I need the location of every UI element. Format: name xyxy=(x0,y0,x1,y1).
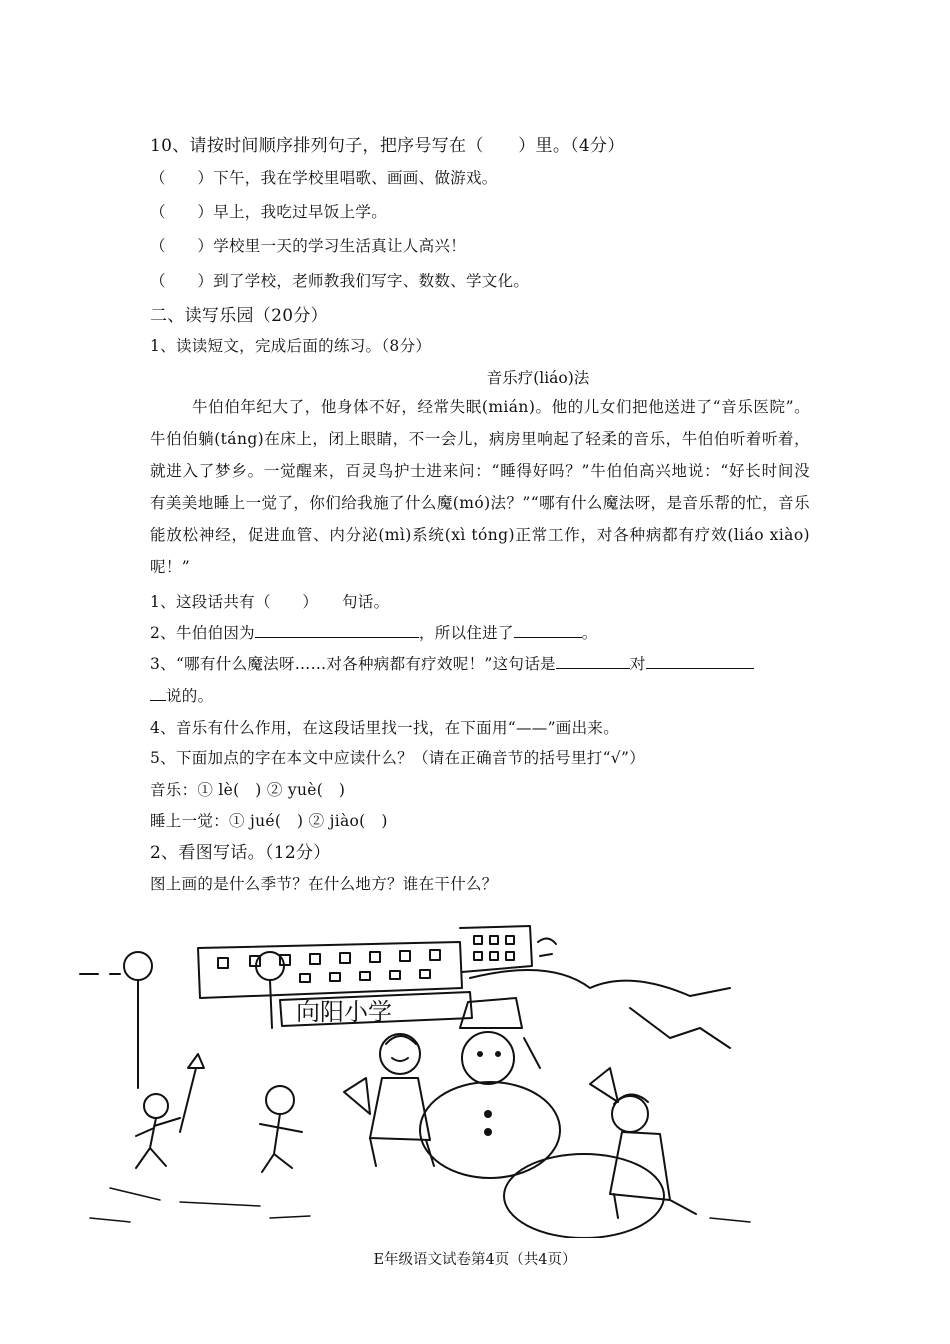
picture-writing-prompt: 图上画的是什么季节？在什么地方？谁在干什么？ xyxy=(150,875,498,893)
winter-scene-illustration xyxy=(70,918,830,1238)
school-sign-text: 向阳小学 xyxy=(296,998,392,1026)
question-3-part-a: 3、“哪有什么魔法呀……对各种病都有疗效呢！”这句话是 xyxy=(150,655,556,673)
snowman-head xyxy=(462,1032,514,1084)
child-left xyxy=(144,1094,168,1118)
question-3-part-c: 说的。 xyxy=(166,687,214,705)
question-2-part-c: 。 xyxy=(581,624,598,642)
answer-blank[interactable] xyxy=(150,686,166,701)
q10-title: 10、请按时间顺序排列句子，把序号写在（ ）里。（4分） xyxy=(150,136,625,156)
passage-title: 音乐疗(liáo)法 xyxy=(486,369,590,387)
question-5: 5、下面加点的字在本文中应读什么？（请在正确音节的括号里打“√”） xyxy=(150,749,645,767)
question-5-yinyue: 音乐：① lè( ) ② yuè( ) xyxy=(150,781,346,799)
lamp-left xyxy=(124,952,152,980)
answer-blank[interactable] xyxy=(556,654,630,669)
answer-blank[interactable] xyxy=(646,654,754,669)
question-2-part-a: 2、牛伯伯因为 xyxy=(150,624,255,642)
q10-item-4: （ ）到了学校，老师教我们写字、数数、学文化。 xyxy=(150,272,530,290)
picture-writing-title: 2、看图写话。（12分） xyxy=(150,843,331,863)
question-2 xyxy=(150,621,598,643)
question-3-part-b: 对 xyxy=(629,655,646,673)
section-heading: 二、读写乐园（20分） xyxy=(150,306,328,326)
q10-item-2: （ ）早上，我吃过早饭上学。 xyxy=(150,203,388,221)
q10-item-3: （ ）学校里一天的学习生活真让人高兴！ xyxy=(150,237,467,255)
question-3-continued xyxy=(150,684,213,706)
question-4: 4、音乐有什么作用，在这段话里找一找，在下面用“——”画出来。 xyxy=(150,719,620,737)
question-2-part-b: ，所以住进了 xyxy=(418,624,514,642)
answer-blank[interactable] xyxy=(255,623,419,638)
page-footer: E年级语文试卷第4页（共4页） xyxy=(373,1252,577,1268)
girl xyxy=(380,1034,420,1074)
reading-question-title: 1、读读短文，完成后面的练习。（8分） xyxy=(150,337,432,355)
answer-blank[interactable] xyxy=(514,623,582,638)
question-1: 1、这段话共有（ ） 句话。 xyxy=(150,593,390,611)
q10-item-1: （ ）下午，我在学校里唱歌、画画、做游戏。 xyxy=(150,169,498,187)
passage-text: 牛伯伯年纪大了，他身体不好，经常失眠(mián)。他的儿女们把他送进了“音乐医院”。牛伯伯躺(táng)在床上，闭上眼睛，不一会儿，病房里响起了轻柔的音乐，牛伯伯听着听着，就进入了梦乡。一觉醒来，百灵鸟护士进来问：“睡得好吗？”牛伯伯高兴地说：“好长时间没有美美地睡上一觉了，你们给我施了什么魔(mó)法？”“哪有什么魔法呀，是音乐帮的忙，音乐能放松神经，促进血管、内分泌(mì)系统(xì tóng)正常工作，对各种病都有疗效(liáo xiào)呢！” xyxy=(150,398,810,576)
question-5-jiao: 睡上一觉：① jué( ) ② jiào( ) xyxy=(150,812,388,830)
question-3 xyxy=(150,652,754,674)
